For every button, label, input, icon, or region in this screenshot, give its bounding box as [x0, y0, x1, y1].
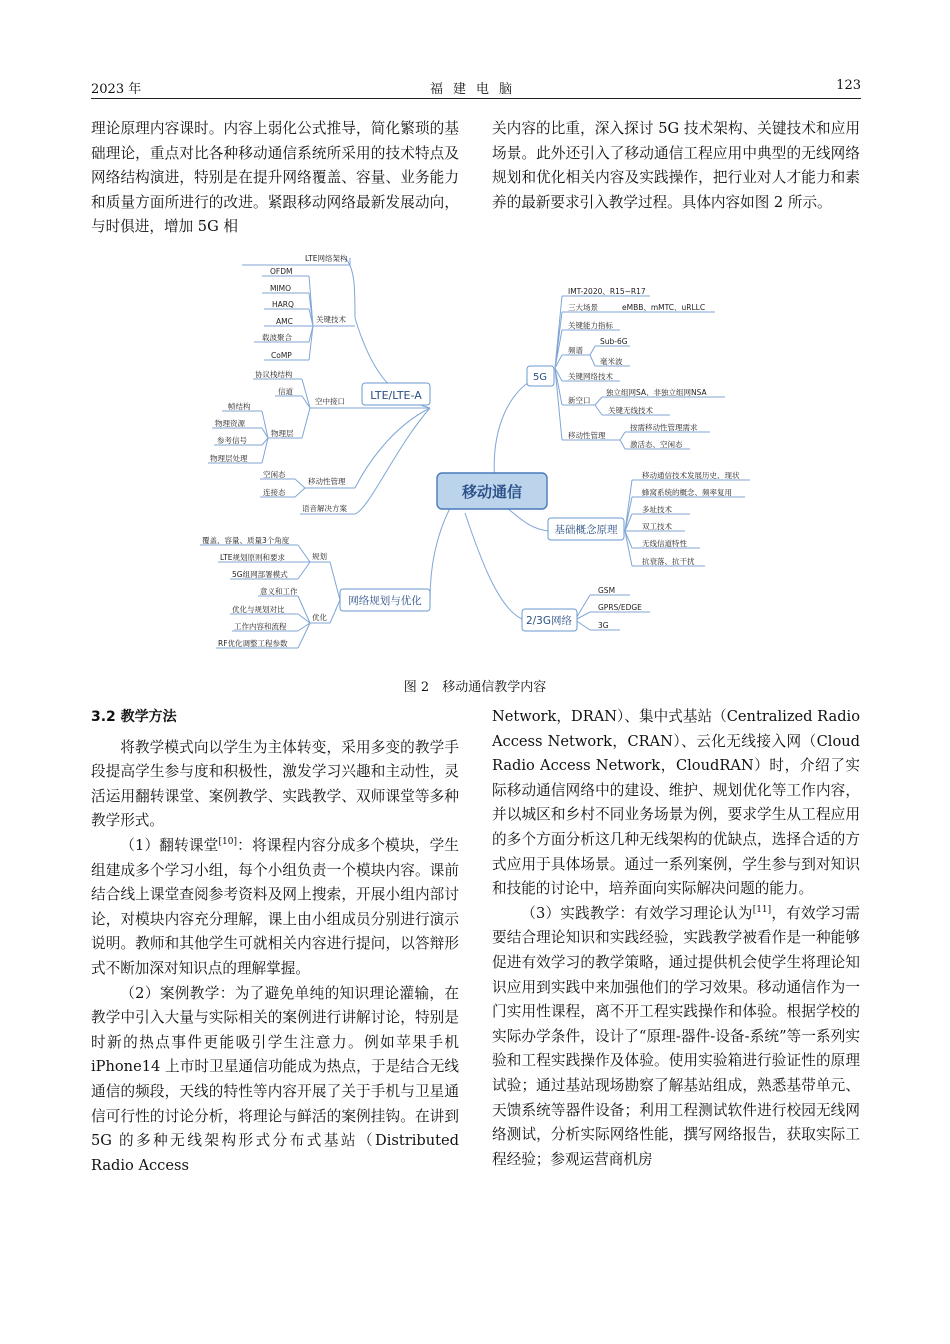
leaf-mmwave: 毫米波: [600, 357, 623, 366]
node-key-tech: 关键技术: [316, 315, 346, 324]
leaf-lte-plan-principles: LTE规划原则和要求: [220, 553, 285, 562]
leaf-scenario-detail: eMBB、mMTC、uRLLC: [622, 303, 706, 312]
node-planning: 规划: [312, 552, 327, 561]
leaf-rf-optimization: RF优化调整工程参数: [218, 639, 288, 648]
branch-5g: 5G: [532, 372, 548, 383]
leaf-key-network-tech: 关键网络技术: [568, 372, 613, 381]
node-lte-mobility: 移动性管理: [308, 477, 346, 486]
leaf-channel-characteristics: 无线信道特性: [642, 539, 687, 548]
citation-10: [10]: [218, 837, 237, 848]
leaf-opt-workflow: 工作内容和流程: [234, 622, 287, 631]
leaf-reference-signal: 参考信号: [217, 436, 247, 445]
leaf-key-capability: 关键能力指标: [568, 321, 613, 330]
practice-teaching-body: ，有效学习需要结合理论知识和实践经验，实践教学被看作是一种能够促进有效学习的教学策略，通过提供机会使学生将理论知识应用到实践中来加强他们的学习效果。移动通信作为一门实用性课程，离不开工程实践操作和体验。根据学校的实际办学条件，设计了“原理-器件-设备-系统”等一系列实验和工程实践操作及体验。使用实验箱进行验证性的原理试验；通过基站现场勘察了解基站组成，熟悉基带单元、天馈系统等器件设备；利用工程测试软件进行校园无线网络测试，分析实际网络性能，撰写网络报告，获取实际工程经验；参观运营商机房: [492, 904, 860, 1168]
leaf-duplex: 双工技术: [642, 522, 672, 531]
leaf-comp: CoMP: [271, 351, 292, 360]
node-scenarios: 三大场景: [568, 303, 598, 312]
leaf-protocol-stack: 协议栈结构: [255, 370, 293, 379]
leaf-lte-arch: LTE网络架构: [305, 254, 348, 263]
leaf-gprs-edge: GPRS/EDGE: [598, 603, 642, 612]
leaf-carrier-aggregation: 载波聚合: [262, 333, 292, 342]
practice-teaching-heading: （3）实践教学：有效学习理论认为: [521, 904, 753, 922]
leaf-harq: HARQ: [272, 300, 294, 309]
page-header: [91, 76, 861, 99]
leaf-imt2020: IMT-2020、R15~R17: [568, 287, 646, 296]
node-air-interface: 空中接口: [315, 397, 345, 406]
header-page-number: 123: [836, 78, 861, 93]
branch-basics: 基础概念原理: [554, 524, 618, 536]
citation-11: [11]: [752, 904, 772, 915]
leaf-multiple-access: 多址技术: [642, 505, 672, 514]
leaf-history: 移动通信技术发展历史、现状: [642, 471, 740, 480]
paragraph-practice-teaching: [492, 902, 860, 1173]
leaf-opt-meaning: 意义和工作: [260, 587, 298, 596]
leaf-on-demand-mobility: 按需移动性管理需求: [630, 423, 698, 432]
node-physical-layer: 物理层: [271, 429, 294, 438]
leaf-idle-state: 空闲态: [263, 470, 286, 479]
leaf-sub6g: Sub-6G: [600, 337, 628, 346]
header-journal: 福建电脑: [429, 82, 522, 97]
leaf-amc: AMC: [276, 317, 293, 326]
leaf-channel: 信道: [278, 387, 293, 396]
paragraph-flipped-classroom: [91, 834, 459, 982]
paragraph-ran-architectures: Network，DRAN）、集中式基站（Centralized Radio Access Network，CRAN）、云化无线接入网（Cloud Radio Access Network，CloudRAN）时，介绍了实际移动通信网络中的建设、维护、规划优化等工作内容，并以城区和乡村不同业务场景为例，要求学生从工程应用的多个方面分析这几种无线架构的优缺点，选择合适的方式应用于具体场景。通过一系列案例，学生参与到对知识和技能的讨论中，培养面向实际解决问题的能力。: [492, 708, 860, 898]
leaf-cellular: 蜂窝系统的概念、频率复用: [642, 488, 732, 497]
mindmap-figure: [190, 248, 760, 663]
bottom-right-column: [492, 705, 860, 1172]
bottom-left-column: [91, 705, 459, 1178]
leaf-active-idle: 激活态、空闲态: [630, 440, 683, 449]
leaf-3g: 3G: [598, 621, 609, 630]
paragraph-teaching-mode: 将教学模式向以学生为主体转变，采用多变的教学手段提高学生参与度和积极性，激发学习兴趣和主动性，灵活运用翻转课堂、案例教学、实践教学、双师课堂等多种教学形式。: [91, 738, 459, 830]
mindmap-center: 移动通信: [461, 483, 523, 501]
leaf-voice-solution: 语音解决方案: [302, 504, 347, 513]
top-left-paragraph: 理论原理内容课时。内容上弱化公式推导，简化繁琐的基础理论，重点对比各种移动通信系统所采用的技术特点及网络结构演进，特别是在提升网络覆盖、容量、业务能力和质量方面所进行的改进。紧跟移动网络最新发展动向，与时俱进，增加 5G 相: [91, 120, 459, 236]
leaf-physical-resource: 物理资源: [215, 419, 245, 428]
paragraph-case-teaching: （2）案例教学：为了避免单纯的知识理论灌输，在教学中引入大量与实际相关的案例进行讲解讨论，特别是时新的热点事件更能吸引学生注意力。例如苹果手机 iPhone14 上市时卫星通信功能成为热点，于是结合无线通信的频段，天线的特性等内容开展了关于手机与卫星通信可行性的讨论分析，将理论与鲜活的案例挂钩。在讲到 5G 的多种无线架构形式分布式基站（Distributed Radio Access: [91, 984, 459, 1174]
branch-lte: LTE/LTE-A: [370, 389, 422, 402]
leaf-connected-state: 连接态: [263, 488, 286, 497]
leaf-anti-fading: 抗衰落、抗干扰: [642, 557, 695, 566]
leaf-physical-processing: 物理层处理: [210, 454, 248, 463]
leaf-mimo: MIMO: [270, 284, 292, 293]
leaf-opt-vs-plan: 优化与规划对比: [232, 605, 285, 614]
top-right-paragraph: 关内容的比重，深入探讨 5G 技术架构、关键技术和应用场景。此外还引入了移动通信工程应用中典型的无线网络规划和优化相关内容及实践操作，把行业对人才能力和素养的最新要求引入教学过程。具体内容如图 2 所示。: [492, 120, 860, 211]
top-left-column: [91, 117, 459, 240]
node-optimization: 优化: [312, 613, 327, 622]
node-5g-mobility: 移动性管理: [568, 431, 606, 440]
leaf-sa-nsa: 独立组网SA、非独立组网NSA: [606, 388, 707, 397]
leaf-key-radio-tech: 关键无线技术: [608, 406, 653, 415]
leaf-plan-angles: 覆盖、容量、质量3个角度: [202, 536, 290, 545]
leaf-frame-structure: 帧结构: [228, 402, 251, 411]
node-spectrum: 频谱: [568, 346, 583, 355]
node-new-radio: 新空口: [568, 396, 591, 405]
leaf-gsm: GSM: [598, 586, 616, 595]
leaf-5g-deployment: 5G组网部署模式: [232, 570, 288, 579]
leaf-ofdm: OFDM: [270, 267, 293, 276]
section-title: 3.2 教学方法: [91, 709, 177, 725]
top-right-column: [492, 117, 860, 215]
flipped-classroom-body: ：将课程内容分成多个模块，学生组建成多个学习小组，每个小组负责一个模块内容。课前结合线上课堂查阅参考资料及网上搜索，开展小组内部讨论，对模块内容充分理解，课上由小组成员分别进行演示说明。教师和其他学生可就相关内容进行提问，以答辩形式不断加深对知识点的理解掌握。: [91, 836, 459, 977]
branch-planning: 网络规划与优化: [348, 595, 422, 607]
flipped-classroom-heading: （1）翻转课堂: [120, 836, 219, 854]
branch-2g3g: 2/3G网络: [525, 615, 573, 627]
header-year: 2023 年: [91, 82, 142, 97]
figure-caption: 图 2 移动通信教学内容: [403, 680, 547, 695]
